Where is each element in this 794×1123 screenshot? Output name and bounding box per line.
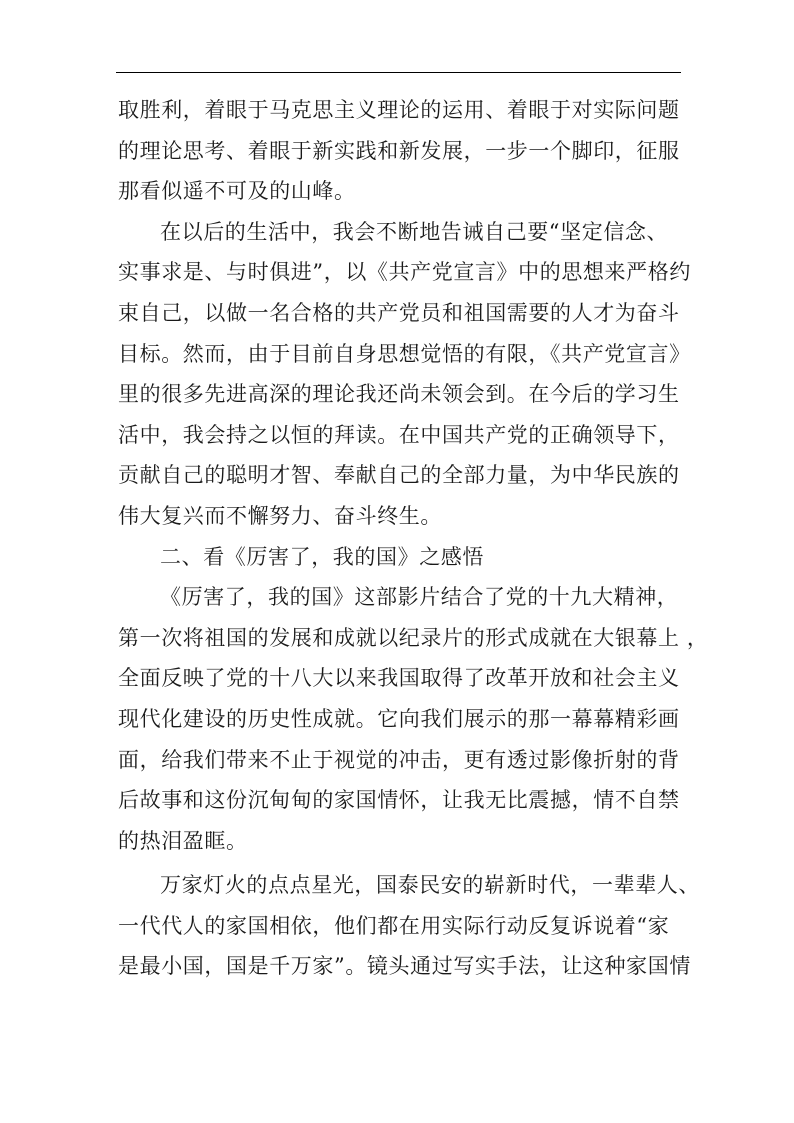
text-line: 全面反映了党的十八大以来我国取得了改革开放和社会主义 — [118, 666, 680, 691]
text-line: 活中，我会持之以恒的拜读。在中国共产党的正确领导下， — [118, 422, 680, 447]
text-line: 现代化建设的历史性成就。它向我们展示的那一幕幕精彩画 — [118, 706, 680, 731]
paragraph-start-line: 《厉害了，我的国》这部影片结合了党的十九大精神， — [160, 585, 679, 610]
text-line: 的理论思考、着眼于新实践和新发展，一步一个脚印，征服 — [118, 138, 680, 163]
text-line: 束自己，以做一名合格的共产党员和祖国需要的人才为奋斗 — [118, 300, 680, 325]
text-line: 的热泪盈眶。 — [118, 828, 248, 853]
text-line: 里的很多先进高深的理论我还尚未领会到。在今后的学习生 — [118, 382, 680, 407]
section-heading: 二、看《厉害了，我的国》之感悟 — [160, 544, 484, 569]
text-line: 实事求是、与时俱进”，以《共产党宣言》中的思想来严格约 — [118, 260, 691, 285]
text-line: 后故事和这份沉甸甸的家国情怀，让我无比震撼，情不自禁 — [118, 788, 680, 813]
text-line: 第一次将祖国的发展和成就以纪录片的形式成就在大银幕上 ， — [118, 625, 709, 650]
text-line: 取胜利，着眼于马克思主义理论的运用、着眼于对实际问题 — [118, 98, 680, 122]
text-line: 贡献自己的聪明才智、奉献自己的全部力量，为中华民族的 — [118, 463, 680, 488]
paragraph-start-line: 万家灯火的点点星光，国泰民安的崭新时代，一辈辈人、 — [160, 873, 700, 898]
text-line: 面，给我们带来不止于视觉的冲击，更有透过影像折射的背 — [118, 747, 680, 772]
paragraph-start-line: 在以后的生活中，我会不断地告诫自己要“坚定信念、 — [160, 219, 669, 244]
document-body — [118, 90, 709, 987]
text-line: 那看似遥不可及的山峰。 — [118, 179, 356, 204]
text-line: 伟大复兴而不懈努力、奋斗终生。 — [118, 503, 442, 528]
text-line: 是最小国，国是千万家”。镜头通过写实手法，让这种家国情 — [118, 954, 691, 979]
header-rule — [116, 72, 681, 73]
text-line: 目标。然而，由于目前自身思想觉悟的有限，《共产党宣言》 — [118, 341, 691, 366]
text-line: 一代代人的家国相依，他们都在用实际行动反复诉说着“家 — [118, 913, 670, 938]
